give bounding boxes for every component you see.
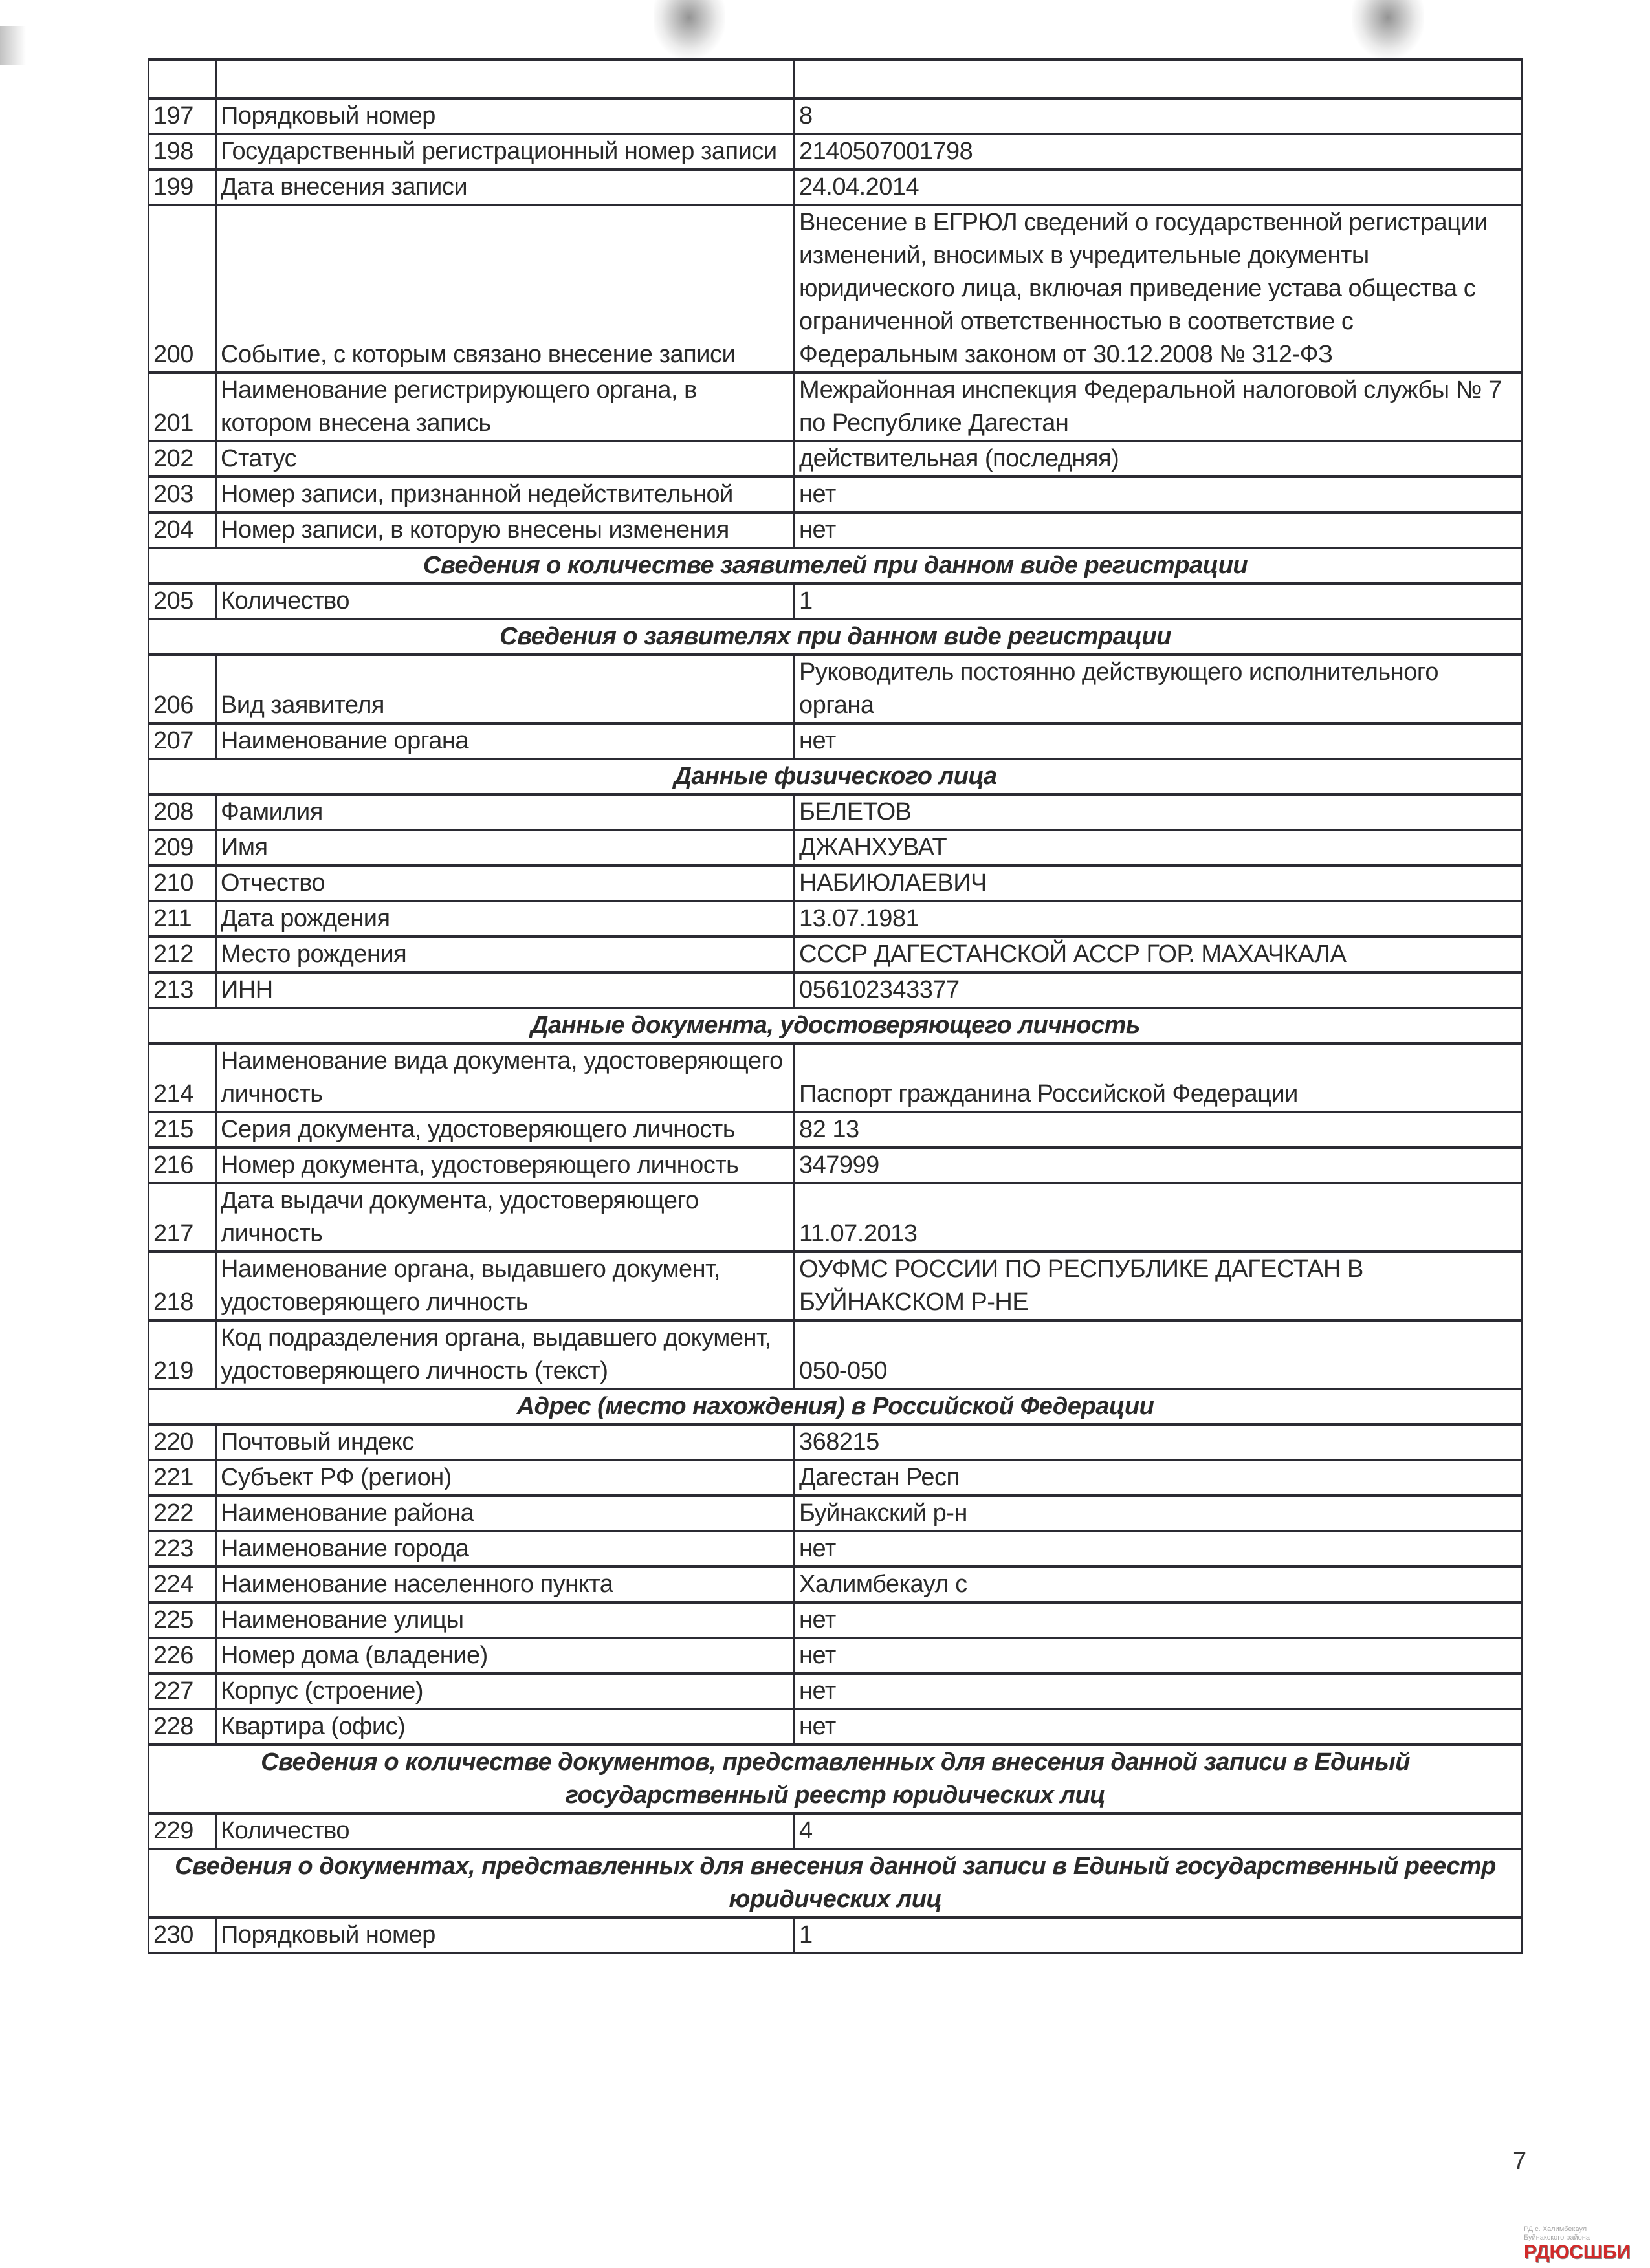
- row-number: 216: [149, 1148, 216, 1183]
- field-value: 4: [795, 1813, 1523, 1849]
- table-row: [149, 441, 1523, 477]
- field-value: Дагестан Респ: [795, 1460, 1523, 1496]
- field-value: Паспорт гражданина Российской Федерации: [795, 1043, 1523, 1112]
- table-row: [149, 1638, 1523, 1674]
- stamp-line-2: Буйнакского района: [1524, 2234, 1590, 2241]
- table-row: [149, 1183, 1523, 1252]
- table-row: [149, 1567, 1523, 1602]
- field-label: Дата рождения: [216, 901, 795, 937]
- table-row: [149, 794, 1523, 830]
- table-row: [149, 1043, 1523, 1112]
- field-label: Государственный регистрационный номер записи: [216, 134, 795, 169]
- field-value: 24.04.2014: [795, 169, 1523, 205]
- field-label: ИНН: [216, 972, 795, 1008]
- row-number: 214: [149, 1043, 216, 1112]
- section-title: Адрес (место нахождения) в Российской Федерации: [149, 1389, 1523, 1424]
- section-title: Сведения о количестве документов, представленных для внесения данной записи в Единый государственный реестр юридических лиц: [149, 1745, 1523, 1813]
- section-header-row: [149, 619, 1523, 655]
- field-value: ОУФМС РОССИИ ПО РЕСПУБЛИКЕ ДАГЕСТАН В БУЙНАКСКОМ Р-НЕ: [795, 1252, 1523, 1320]
- row-number: 228: [149, 1709, 216, 1745]
- field-label: Порядковый номер: [216, 98, 795, 134]
- stamp-line-1: РД с. Халимбекаул: [1524, 2225, 1587, 2233]
- row-number: [149, 60, 216, 98]
- row-number: 205: [149, 583, 216, 619]
- row-number: 224: [149, 1567, 216, 1602]
- field-label: Корпус (строение): [216, 1674, 795, 1709]
- field-label: Номер записи, признанной недействительной: [216, 477, 795, 512]
- field-label: Наименование района: [216, 1496, 795, 1531]
- row-number: 218: [149, 1252, 216, 1320]
- field-label: Номер дома (владение): [216, 1638, 795, 1674]
- field-label: Дата внесения записи: [216, 169, 795, 205]
- row-number: 219: [149, 1320, 216, 1389]
- row-number: 226: [149, 1638, 216, 1674]
- field-label: Наименование улицы: [216, 1602, 795, 1638]
- field-value: нет: [795, 1709, 1523, 1745]
- field-value: нет: [795, 1638, 1523, 1674]
- field-label: Наименование населенного пункта: [216, 1567, 795, 1602]
- section-title: Сведения о заявителях при данном виде регистрации: [149, 619, 1523, 655]
- section-header-row: [149, 1745, 1523, 1813]
- row-number: 199: [149, 169, 216, 205]
- field-value: БЕЛЕТОВ: [795, 794, 1523, 830]
- stamp-brand: РДЮСШБИ: [1524, 2241, 1631, 2263]
- scan-artifact-left: [654, 0, 725, 58]
- field-value: Халимбекаул с: [795, 1567, 1523, 1602]
- row-number: 204: [149, 512, 216, 548]
- field-value: 11.07.2013: [795, 1183, 1523, 1252]
- row-number: 209: [149, 830, 216, 866]
- field-value: Межрайонная инспекция Федеральной налоговой службы № 7 по Республике Дагестан: [795, 373, 1523, 441]
- table-row: [149, 512, 1523, 548]
- table-row: [149, 1320, 1523, 1389]
- scan-artifact-right: [1352, 0, 1424, 58]
- row-number: 197: [149, 98, 216, 134]
- egrul-record-table: [148, 58, 1523, 1954]
- section-title: Данные документа, удостоверяющего личность: [149, 1008, 1523, 1043]
- table-row: [149, 1709, 1523, 1745]
- field-value: нет: [795, 723, 1523, 759]
- field-label: Статус: [216, 441, 795, 477]
- row-number: 217: [149, 1183, 216, 1252]
- row-number: 222: [149, 1496, 216, 1531]
- row-number: 202: [149, 441, 216, 477]
- section-title: Сведения о количестве заявителей при данном виде регистрации: [149, 548, 1523, 583]
- table-row: [149, 1813, 1523, 1849]
- field-label: Почтовый индекс: [216, 1424, 795, 1460]
- table-row: [149, 1917, 1523, 1953]
- field-value: 368215: [795, 1424, 1523, 1460]
- row-number: 207: [149, 723, 216, 759]
- table-row: [149, 1674, 1523, 1709]
- table-row: [149, 1112, 1523, 1148]
- field-value: 1: [795, 1917, 1523, 1953]
- field-label: Количество: [216, 583, 795, 619]
- table-row: [149, 972, 1523, 1008]
- field-label: Порядковый номер: [216, 1917, 795, 1953]
- row-number: 206: [149, 655, 216, 723]
- row-number: 211: [149, 901, 216, 937]
- egrul-table-body: [149, 60, 1523, 1953]
- field-value: 8: [795, 98, 1523, 134]
- table-row: [149, 655, 1523, 723]
- row-number: 230: [149, 1917, 216, 1953]
- field-label: Серия документа, удостоверяющего личность: [216, 1112, 795, 1148]
- row-number: 220: [149, 1424, 216, 1460]
- field-label: Номер записи, в которую внесены изменения: [216, 512, 795, 548]
- field-value: СССР ДАГЕСТАНСКОЙ АССР ГОР. МАХАЧКАЛА: [795, 937, 1523, 972]
- section-title: Данные физического лица: [149, 759, 1523, 794]
- field-label: Место рождения: [216, 937, 795, 972]
- field-value: 056102343377: [795, 972, 1523, 1008]
- row-number: 203: [149, 477, 216, 512]
- field-value: нет: [795, 512, 1523, 548]
- section-header-row: [149, 1389, 1523, 1424]
- row-number: 210: [149, 866, 216, 901]
- table-row: [149, 169, 1523, 205]
- row-number: 215: [149, 1112, 216, 1148]
- field-value: [795, 60, 1523, 98]
- field-value: 347999: [795, 1148, 1523, 1183]
- field-label: Отчество: [216, 866, 795, 901]
- field-value: Руководитель постоянно действующего исполнительного органа: [795, 655, 1523, 723]
- watermark-stamp: [1524, 2225, 1640, 2263]
- row-number: 229: [149, 1813, 216, 1849]
- field-label: [216, 60, 795, 98]
- table-row: [149, 98, 1523, 134]
- field-value: нет: [795, 477, 1523, 512]
- table-row: [149, 373, 1523, 441]
- field-label: Наименование города: [216, 1531, 795, 1567]
- field-label: Дата выдачи документа, удостоверяющего личность: [216, 1183, 795, 1252]
- row-number: 200: [149, 205, 216, 373]
- field-label: Код подразделения органа, выдавшего документ, удостоверяющего личность (текст): [216, 1320, 795, 1389]
- table-row: [149, 1460, 1523, 1496]
- field-value: 82 13: [795, 1112, 1523, 1148]
- field-label: Вид заявителя: [216, 655, 795, 723]
- row-number: 225: [149, 1602, 216, 1638]
- field-label: Квартира (офис): [216, 1709, 795, 1745]
- field-value: 2140507001798: [795, 134, 1523, 169]
- field-label: Наименование вида документа, удостоверяющего личность: [216, 1043, 795, 1112]
- page-number: 7: [1513, 2148, 1527, 2175]
- continuation-row: [149, 60, 1523, 98]
- table-row: [149, 723, 1523, 759]
- table-row: [149, 830, 1523, 866]
- field-value: нет: [795, 1602, 1523, 1638]
- section-header-row: [149, 548, 1523, 583]
- table-row: [149, 866, 1523, 901]
- field-label: Имя: [216, 830, 795, 866]
- field-label: Номер документа, удостоверяющего личность: [216, 1148, 795, 1183]
- table-row: [149, 901, 1523, 937]
- row-number: 208: [149, 794, 216, 830]
- row-number: 221: [149, 1460, 216, 1496]
- table-row: [149, 937, 1523, 972]
- section-header-row: [149, 759, 1523, 794]
- table-row: [149, 1602, 1523, 1638]
- field-value: Внесение в ЕГРЮЛ сведений о государственной регистрации изменений, вносимых в учредительные документы юридического лица, включая приведение устава общества с ограниченной ответственностью в соответствие с Федеральным законом от 30.12.2008 № 312-ФЗ: [795, 205, 1523, 373]
- field-value: нет: [795, 1531, 1523, 1567]
- field-value: 1: [795, 583, 1523, 619]
- field-value: 050-050: [795, 1320, 1523, 1389]
- field-label: Фамилия: [216, 794, 795, 830]
- field-value: действительная (последняя): [795, 441, 1523, 477]
- row-number: 198: [149, 134, 216, 169]
- table-row: [149, 1252, 1523, 1320]
- section-header-row: [149, 1008, 1523, 1043]
- table-row: [149, 134, 1523, 169]
- row-number: 213: [149, 972, 216, 1008]
- field-label: Наименование регистрирующего органа, в котором внесена запись: [216, 373, 795, 441]
- section-title: Сведения о документах, представленных для внесения данной записи в Единый государственный реестр юридических лиц: [149, 1849, 1523, 1917]
- row-number: 223: [149, 1531, 216, 1567]
- table-row: [149, 205, 1523, 373]
- field-value: НАБИЮЛАЕВИЧ: [795, 866, 1523, 901]
- table-row: [149, 1424, 1523, 1460]
- field-label: Субъект РФ (регион): [216, 1460, 795, 1496]
- table-row: [149, 583, 1523, 619]
- field-value: 13.07.1981: [795, 901, 1523, 937]
- table-row: [149, 1531, 1523, 1567]
- section-header-row: [149, 1849, 1523, 1917]
- field-label: Количество: [216, 1813, 795, 1849]
- scan-artifact-edge: [0, 26, 26, 65]
- row-number: 201: [149, 373, 216, 441]
- field-value: нет: [795, 1674, 1523, 1709]
- row-number: 227: [149, 1674, 216, 1709]
- field-label: Событие, с которым связано внесение записи: [216, 205, 795, 373]
- field-value: ДЖАНХУВАТ: [795, 830, 1523, 866]
- field-label: Наименование органа, выдавшего документ, удостоверяющего личность: [216, 1252, 795, 1320]
- row-number: 212: [149, 937, 216, 972]
- table-row: [149, 477, 1523, 512]
- field-label: Наименование органа: [216, 723, 795, 759]
- table-row: [149, 1496, 1523, 1531]
- field-value: Буйнакский р-н: [795, 1496, 1523, 1531]
- table-row: [149, 1148, 1523, 1183]
